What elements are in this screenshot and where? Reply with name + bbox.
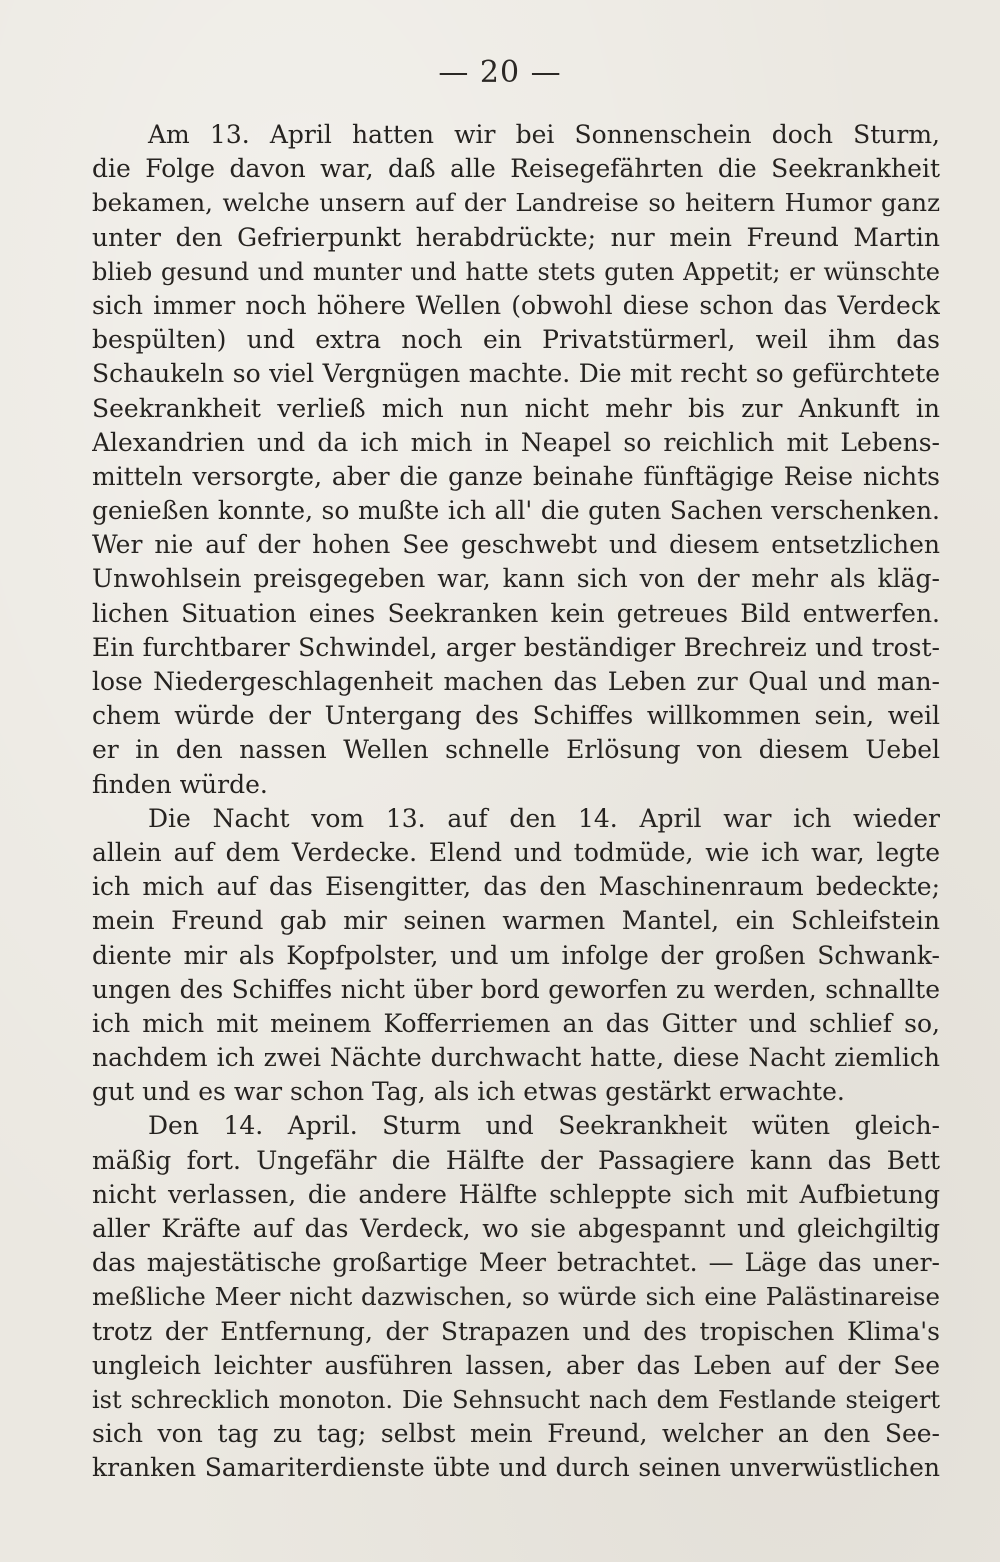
- text-line: das majestätische großartige Meer betrachtet. — Läge das uner-: [92, 1248, 940, 1278]
- text-line: kranken Samariterdienste übte und durch seinen unverwüstlichen: [92, 1453, 940, 1483]
- text-line: sich von tag zu tag; selbst mein Freund, welcher an den See-: [92, 1419, 940, 1449]
- text-line: genießen konnte, so mußte ich all' die guten Sachen verschenken.: [92, 496, 940, 526]
- text-line: Am 13. April hatten wir bei Sonnenschein doch Sturm,: [148, 120, 940, 149]
- text-line: finden würde.: [92, 769, 268, 799]
- text-line: bekamen, welche unsern auf der Landreise so heitern Humor ganz: [92, 188, 940, 218]
- text-line: er in den nassen Wellen schnelle Erlösung von diesem Uebel: [92, 735, 940, 765]
- text-line: ich mich mit meinem Kofferriemen an das Gitter und schlief so,: [92, 1008, 940, 1038]
- text-line: unter den Gefrierpunkt herabdrückte; nur mein Freund Martin: [92, 222, 940, 252]
- text-line: meßliche Meer nicht dazwischen, so würde sich eine Palästinareise: [92, 1282, 940, 1312]
- text-line: sich immer noch höhere Wellen (obwohl diese schon das Verdeck: [92, 290, 940, 320]
- text-line: Unwohlsein preisgegeben war, kann sich von der mehr als kläg-: [92, 564, 940, 594]
- text-line: Schaukeln so viel Vergnügen machte. Die mit recht so gefürchtete: [92, 359, 940, 389]
- text-line: die Folge davon war, daß alle Reisegefährten die Seekrankheit: [92, 154, 940, 184]
- text-line: gut und es war schon Tag, als ich etwas gestärkt erwachte.: [92, 1077, 845, 1107]
- text-line: Die Nacht vom 13. auf den 14. April war ich wieder: [148, 803, 940, 833]
- text-line: trotz der Entfernung, der Strapazen und des tropischen Klima's: [92, 1316, 940, 1346]
- text-line: Wer nie auf der hohen See geschwebt und diesem entsetzlichen: [92, 530, 940, 560]
- text-line: aller Kräfte auf das Verdeck, wo sie abgespannt und gleichgiltig: [92, 1214, 940, 1243]
- text-line: ungleich leichter ausführen lassen, aber das Leben auf der See: [92, 1350, 940, 1380]
- text-line: Ein furchtbarer Schwindel, arger beständiger Brechreiz und trost-: [92, 632, 940, 662]
- text-line: blieb gesund und munter und hatte stets guten Appetit; er wünschte: [92, 257, 940, 286]
- text-line: lichen Situation eines Seekranken kein getreues Bild entwerfen.: [92, 598, 940, 628]
- text-line: Alexandrien und da ich mich in Neapel so reichlich mit Lebens-: [92, 427, 940, 457]
- text-line: ist schrecklich monoton. Die Sehnsucht nach dem Festlande steigert: [92, 1385, 940, 1414]
- text-line: Den 14. April. Sturm und Seekrankheit wüten gleich-: [148, 1111, 940, 1141]
- text-line: allein auf dem Verdecke. Elend und todmüde, wie ich war, legte: [92, 837, 940, 867]
- text-line: bespülten) und extra noch ein Privatstürmerl, weil ihm das: [92, 325, 940, 355]
- body-text: [92, 118, 940, 1486]
- text-line: lose Niedergeschlagenheit machen das Leben zur Qual und man-: [92, 667, 940, 696]
- text-line: nicht verlassen, die andere Hälfte schleppte sich mit Aufbietung: [92, 1179, 940, 1209]
- text-line: nachdem ich zwei Nächte durchwacht hatte, diese Nacht ziemlich: [92, 1043, 940, 1073]
- text-line: chem würde der Untergang des Schiffes willkommen sein, weil: [92, 701, 940, 731]
- text-line: mitteln versorgte, aber die ganze beinahe fünftägige Reise nichts: [92, 461, 940, 491]
- text-line: Seekrankheit verließ mich nun nicht mehr bis zur Ankunft in: [92, 393, 940, 423]
- page-number: — 20 —: [438, 55, 562, 90]
- text-line: mäßig fort. Ungefähr die Hälfte der Passagiere kann das Bett: [92, 1145, 940, 1175]
- text-line: mein Freund gab mir seinen warmen Mantel, ein Schleifstein: [92, 906, 940, 936]
- text-line: ungen des Schiffes nicht über bord geworfen zu werden, schnallte: [92, 974, 940, 1004]
- text-line: ich mich auf das Eisengitter, das den Maschinenraum bedeckte;: [92, 872, 940, 902]
- text-line: diente mir als Kopfpolster, und um infolge der großen Schwank-: [92, 940, 940, 970]
